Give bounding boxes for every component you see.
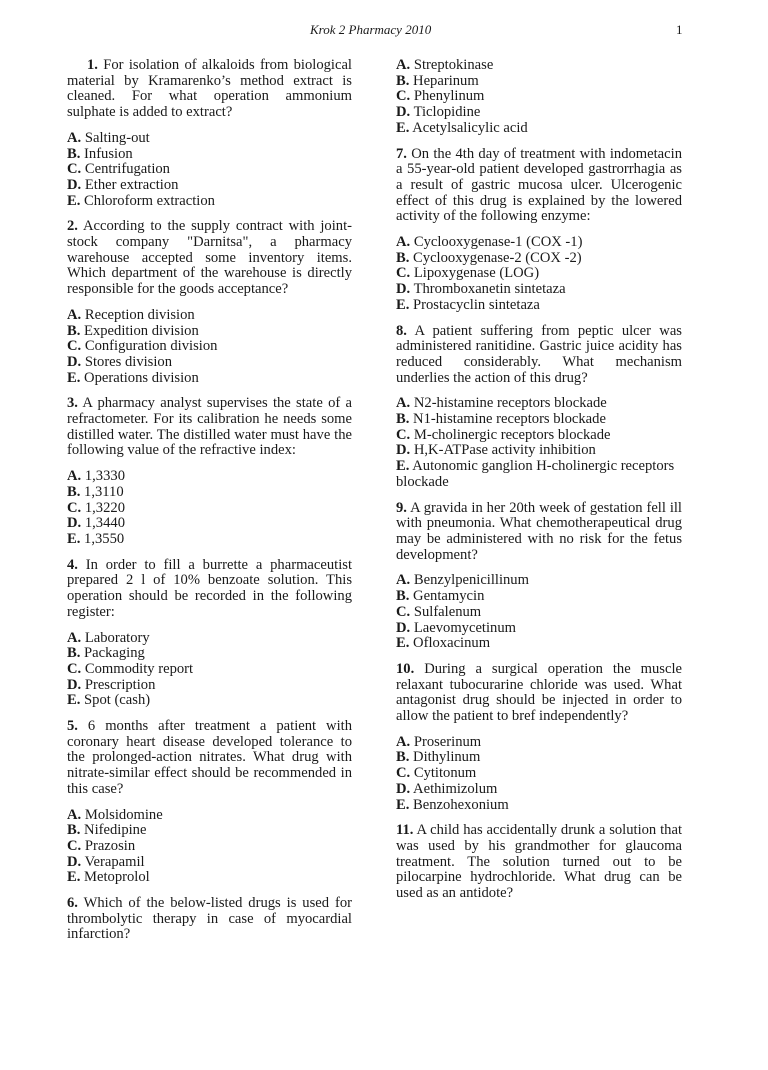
option-letter: A.	[396, 234, 411, 251]
question-number: 6.	[67, 895, 78, 912]
answer-options	[396, 396, 682, 490]
answer-option	[67, 194, 352, 210]
option-text: Salting-out	[81, 129, 150, 146]
option-text: 1,3550	[80, 530, 125, 547]
answer-option	[396, 589, 682, 605]
answer-option	[396, 782, 682, 798]
option-text: Streptokinase	[410, 57, 494, 73]
answer-option	[67, 532, 352, 548]
option-text: Commodity report	[81, 660, 194, 677]
question-stem	[67, 396, 352, 459]
option-letter: D.	[396, 281, 411, 298]
answer-option	[396, 105, 682, 121]
option-text: Centrifugation	[81, 161, 170, 178]
option-text: Stores division	[81, 353, 173, 370]
option-letter: A.	[67, 629, 82, 646]
question-stem	[396, 823, 682, 902]
question-stem	[396, 501, 682, 564]
answer-option	[67, 308, 352, 324]
option-letter: A.	[67, 306, 82, 323]
answer-option	[67, 662, 352, 678]
option-letter: C.	[67, 660, 82, 677]
question-number: 4.	[67, 556, 78, 573]
right-column	[396, 58, 682, 912]
answer-option	[67, 178, 352, 194]
answer-option	[396, 621, 682, 637]
option-letter: D.	[67, 176, 82, 193]
answer-options	[67, 469, 352, 548]
left-column	[67, 58, 352, 953]
option-text: Prazosin	[81, 837, 136, 854]
answer-option	[67, 339, 352, 355]
answer-options	[67, 131, 352, 210]
option-text: Cytitonum	[410, 765, 477, 782]
option-text: N2-histamine receptors blockade	[410, 395, 607, 412]
option-text: 1,3220	[81, 499, 125, 516]
answer-option	[396, 443, 682, 459]
question-text: During a surgical operation the muscle relaxant tubocurarine chloride was used. What antagonist drug should be injected in order to allow the patient to bref independently?	[396, 660, 682, 725]
option-letter: B.	[67, 145, 81, 162]
question-text: For isolation of alkaloids from biological material by Kramarenko’s method extract is cleaned. For what operation ammonium sulphate is added to extract?	[67, 57, 352, 121]
option-letter: D.	[396, 104, 411, 121]
question-number: 8.	[396, 322, 407, 339]
answer-option	[67, 485, 352, 501]
question-stem	[67, 219, 352, 298]
question-stem	[396, 147, 682, 226]
option-text: Ticlopidine	[410, 104, 481, 121]
answer-option	[67, 870, 352, 886]
page-number: 1	[676, 22, 683, 37]
answer-option	[67, 823, 352, 839]
answer-option	[67, 808, 352, 824]
answer-option	[396, 298, 682, 314]
question-number: 11.	[396, 822, 414, 839]
option-text: Verapamil	[81, 853, 145, 870]
option-letter: D.	[396, 442, 411, 459]
option-letter: B.	[396, 588, 410, 605]
answer-option	[396, 282, 682, 298]
option-letter: A.	[396, 57, 411, 73]
option-text: Molsidomine	[81, 806, 163, 823]
question-number: 9.	[396, 499, 407, 516]
option-letter: C.	[396, 765, 411, 782]
option-letter: A.	[67, 468, 82, 485]
question-stem	[67, 558, 352, 621]
option-text: N1-histamine receptors blockade	[409, 411, 606, 428]
option-text: Ofloxacinum	[409, 635, 491, 652]
question-number: 5.	[67, 718, 78, 735]
option-text: Chloroform extraction	[80, 192, 215, 209]
answer-option	[396, 750, 682, 766]
answer-option	[67, 324, 352, 340]
option-letter: E.	[396, 635, 410, 652]
option-text: Autonomic ganglion H-cholinergic receptors blockade	[396, 458, 675, 490]
option-letter: B.	[396, 749, 410, 766]
answer-option	[396, 573, 682, 589]
answer-option	[67, 839, 352, 855]
answer-option	[67, 162, 352, 178]
option-letter: D.	[67, 515, 82, 532]
answer-option	[396, 428, 682, 444]
answer-option	[396, 266, 682, 282]
option-letter: C.	[396, 603, 411, 620]
option-text: Thromboxanetin sintetaza	[410, 281, 566, 298]
answer-option	[67, 355, 352, 371]
option-letter: C.	[396, 426, 411, 443]
answer-option	[396, 89, 682, 105]
answer-option	[396, 74, 682, 90]
answer-option	[396, 412, 682, 428]
option-letter: E.	[396, 119, 410, 136]
question-text: On the 4th day of treatment with indometacin a 55-year-old patient developed gastrorrhagia as a result of gastric mucosa ulcer. Ulcerogenic effect of this drug is explained by the lowered activity of the following enzyme:	[396, 145, 682, 225]
question-stem	[67, 58, 352, 121]
question-number: 2.	[67, 218, 78, 235]
option-letter: E.	[67, 369, 81, 386]
option-letter: E.	[396, 458, 410, 475]
answer-option	[67, 855, 352, 871]
option-text: Gentamycin	[409, 588, 485, 605]
question-number: 7.	[396, 145, 407, 162]
option-text: Phenylinum	[410, 88, 485, 105]
answer-option	[396, 766, 682, 782]
option-letter: B.	[67, 322, 81, 339]
answer-option	[396, 235, 682, 251]
option-letter: C.	[396, 265, 411, 282]
answer-option	[396, 121, 682, 137]
answer-option	[396, 396, 682, 412]
option-letter: E.	[67, 692, 81, 709]
answer-option	[67, 469, 352, 485]
answer-options	[67, 631, 352, 710]
option-text: Prostacyclin sintetaza	[409, 296, 540, 313]
option-text: Aethimizolum	[410, 780, 498, 797]
option-letter: A.	[396, 395, 411, 412]
option-letter: B.	[67, 645, 81, 662]
option-text: Sulfalenum	[410, 603, 482, 620]
option-text: Benzohexonium	[409, 796, 509, 813]
answer-option	[67, 147, 352, 163]
option-text: M-cholinergic receptors blockade	[410, 426, 611, 443]
option-text: Metoprolol	[80, 869, 150, 886]
option-letter: C.	[67, 338, 82, 355]
option-letter: B.	[67, 822, 81, 839]
answer-option	[67, 631, 352, 647]
answer-option	[396, 636, 682, 652]
option-letter: C.	[67, 837, 82, 854]
option-letter: B.	[396, 411, 410, 428]
option-text: Benzylpenicillinum	[410, 572, 529, 589]
option-text: Dithylinum	[409, 749, 481, 766]
option-text: Proserinum	[410, 733, 482, 750]
option-text: Lipoxygenase (LOG)	[410, 265, 540, 282]
answer-options	[396, 235, 682, 314]
question-text: 6 months after treatment a patient with coronary heart disease developed tolerance to the prolonged-action nitrates. What drug with nitrate-similar effect should be recommended in this case?	[67, 718, 352, 797]
option-letter: C.	[67, 161, 82, 178]
question-number: 10.	[396, 660, 415, 677]
option-text: Infusion	[80, 145, 133, 162]
option-text: Operations division	[80, 369, 199, 386]
answer-options	[396, 735, 682, 814]
answer-option	[396, 798, 682, 814]
option-text: 1,3440	[81, 515, 125, 532]
answer-options	[396, 573, 682, 652]
option-letter: E.	[67, 869, 81, 886]
option-letter: D.	[67, 676, 82, 693]
question-text: A pharmacy analyst supervises the state of a refractometer. For its calibration he needs some distilled water. The distilled water must have the following value of the refractive index:	[67, 395, 352, 459]
option-text: 1,3110	[80, 483, 124, 500]
option-text: Reception division	[81, 306, 195, 323]
question-text: In order to fill a burrette a pharmaceutist prepared 2 l of 10% benzoate solution. This operation should be recorded in the following register:	[67, 556, 352, 620]
answer-option	[67, 678, 352, 694]
answer-option	[67, 516, 352, 532]
question-number: 3.	[67, 395, 78, 412]
option-letter: D.	[67, 853, 82, 870]
option-letter: A.	[67, 806, 82, 823]
option-text: Nifedipine	[80, 822, 147, 839]
answer-options	[396, 58, 682, 137]
answer-option	[67, 693, 352, 709]
option-text: Packaging	[80, 645, 145, 662]
answer-option	[396, 459, 682, 490]
question-stem	[396, 662, 682, 725]
option-text: Laboratory	[81, 629, 150, 646]
question-text: A child has accidentally drunk a solution that was used by his grandmother for glaucoma treatment. The solution turned out to be pilocarpine hydrochloride. What drug can be used as an antidote?	[396, 822, 682, 902]
option-text: Heparinum	[409, 72, 479, 89]
option-letter: E.	[396, 296, 410, 313]
option-letter: D.	[396, 780, 411, 797]
answer-option	[396, 735, 682, 751]
page-header	[0, 22, 768, 42]
option-letter: A.	[67, 129, 82, 146]
option-text: Acetylsalicylic acid	[409, 119, 528, 136]
question-number: 1.	[87, 57, 98, 73]
answer-option	[396, 605, 682, 621]
answer-option	[396, 251, 682, 267]
option-letter: A.	[396, 733, 411, 750]
question-stem	[67, 719, 352, 798]
option-letter: D.	[396, 619, 411, 636]
answer-option	[67, 646, 352, 662]
question-stem	[67, 896, 352, 943]
option-letter: D.	[67, 353, 82, 370]
option-letter: E.	[396, 796, 410, 813]
answer-options	[67, 308, 352, 387]
answer-option	[67, 371, 352, 387]
option-text: Prescription	[81, 676, 156, 693]
answer-option	[396, 58, 682, 74]
option-text: Laevomycetinum	[410, 619, 516, 636]
option-text: Configuration division	[81, 338, 218, 355]
option-letter: B.	[396, 72, 410, 89]
option-letter: B.	[67, 483, 81, 500]
question-stem	[396, 324, 682, 387]
answer-option	[67, 131, 352, 147]
option-text: Cyclooxygenase-2 (COX -2)	[409, 249, 582, 266]
option-text: Cyclooxygenase-1 (COX -1)	[410, 234, 583, 251]
document-title: Krok 2 Pharmacy 2010	[310, 22, 432, 37]
option-letter: C.	[396, 88, 411, 105]
question-text: According to the supply contract with joint-stock company "Darnitsa", a pharmacy warehouse accepted some inventory items. Which department of the warehouse is directly responsible for the goods acceptance?	[67, 218, 352, 298]
option-letter: C.	[67, 499, 82, 516]
option-letter: B.	[396, 249, 410, 266]
option-letter: E.	[67, 530, 81, 547]
question-text: Which of the below-listed drugs is used for thrombolytic therapy in case of myocardial infarction?	[67, 895, 352, 943]
option-text: Spot (cash)	[80, 692, 151, 709]
question-text: A patient suffering from peptic ulcer was administered ranitidine. Gastric juice acidity has reduced considerably. What mechanism underlies the action of this drug?	[396, 322, 682, 386]
option-letter: A.	[396, 572, 411, 589]
option-text: H,K-ATPase activity inhibition	[410, 442, 596, 459]
option-text: Expedition division	[80, 322, 199, 339]
option-text: Ether extraction	[81, 176, 179, 193]
question-text: A gravida in her 20th week of gestation fell ill with pneumonia. What chemotherapeutical drug may be administered with no risk for the fetus development?	[396, 499, 682, 563]
option-text: 1,3330	[81, 468, 125, 485]
answer-option	[67, 501, 352, 517]
option-letter: E.	[67, 192, 81, 209]
answer-options	[67, 808, 352, 887]
